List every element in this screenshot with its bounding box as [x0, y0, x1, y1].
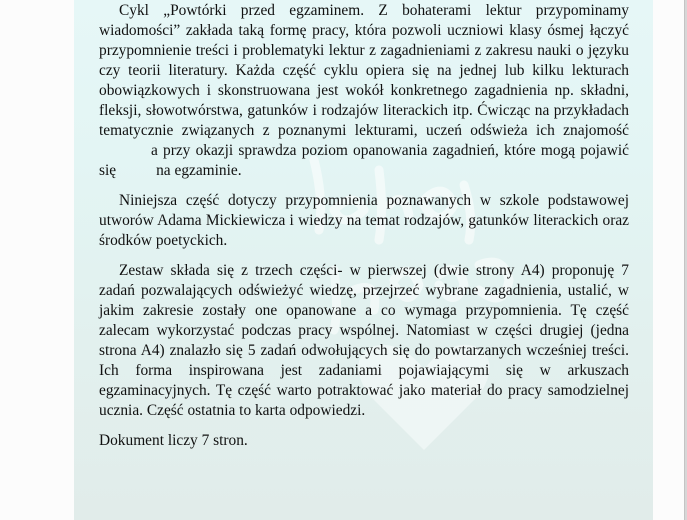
paragraph-scope: Niniejsza część dotyczy przypomnienia poznawanych w szkole podstawowej utworów Adama Mickiewicza i wiedzy na temat rodzajów, gatunków literackich oraz środków poetyckich. [99, 192, 629, 249]
intro-text-2: a przy okazji sprawdza poziom opanowania zagadnień, które mogą pojawić się [99, 142, 629, 179]
paragraph-page-count: Dokument liczy 7 stron. [99, 432, 248, 449]
document-body [99, 0, 629, 451]
paragraph-structure: Zestaw składa się z trzech części- w pierwszej (dwie strony A4) proponuję 7 zadań pozwalających odświeżyć wiedzę, przejrzeć wybrane zagadnienia, ustalić, w jakim zakresie zostały one opanowane a co wymaga przypomnienia. Tę część zalecam wykorzystać podczas pracy wspólnej. Natomiast w części drugiej (jedna strona A4) znalazło się 5 zadań odwołujących się do powtarzanych wcześniej treści. Ich forma inspirowana jest zadaniami pojawiającymi się w arkuszach egzaminacyjnych. Tę część warto potraktować jako materiał do pracy samodzielnej ucznia. Część ostatnia to karta odpowiedzi. [99, 262, 629, 419]
intro-text-1: Cykl „Powtórki przed egzaminem. Z bohaterami lektur przypominamy wiadomości” zakłada taką formę pracy, która pozwoli uczniowi klasy ósmej łączyć przypomnienie treści i problematyki lektur z zagadnieniami z zakresu nauki o języku czy teorii literatury. Każda część cyklu opiera się na jednej lub kilku lekturach obowiązkowych i skonstruowana jest wokół konkretnego zagadnienia np. składni, fleksji, słowotwórstwa, gatunków i rodzajów literackich itp. Ćwicząc na przykładach tematycznie związanych z poznanymi lekturami, uczeń odświeża ich znajomość [99, 2, 629, 139]
intro-text-3: na egzaminie. [156, 162, 242, 179]
paragraph-intro [99, 0, 629, 181]
document-page [74, 0, 653, 520]
